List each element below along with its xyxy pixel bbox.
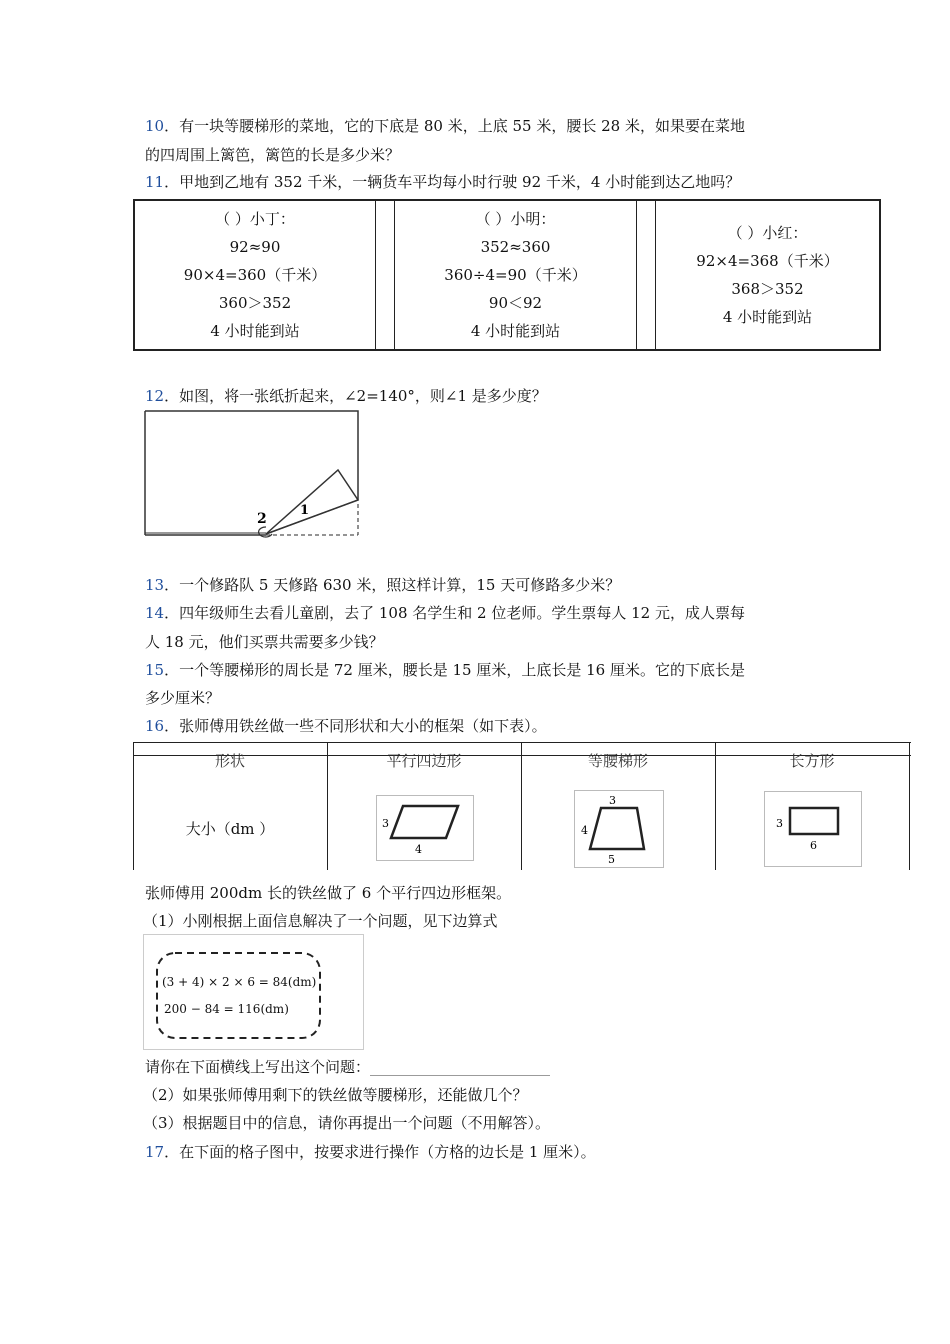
table-rule — [133, 742, 911, 743]
q11-option-xiaohong — [656, 219, 879, 349]
q12-number: 12 — [145, 387, 165, 405]
row-size-label: 大小（dm ） — [185, 820, 275, 838]
formula-line2: 200 − 84 = 116(dm) — [164, 1002, 289, 1016]
header-rectangle: 长方形 — [789, 752, 835, 770]
q14-line1 — [145, 603, 745, 623]
q17-number: 17 — [145, 1143, 165, 1161]
angle-2-label: 2 — [257, 511, 267, 527]
q16-shape-table — [133, 742, 911, 870]
q13-number: 13 — [145, 576, 165, 594]
q17-text: ．在下面的格子图中，按要求进行操作（方格的边长是 1 厘米）。 — [164, 1143, 596, 1161]
q10-line2: 的四周围上篱笆，篱笆的长是多少米？ — [145, 146, 401, 164]
q16-sub3: （3）根据题目中的信息，请你再提出一个问题（不用解答）。 — [143, 1114, 551, 1132]
header-shape: 形状 — [214, 752, 245, 770]
q11-text: ．甲地到乙地有 352 千米，一辆货车平均每小时行驶 92 千米，4 小时能到达乙地吗？ — [164, 173, 741, 191]
q14-line2: 人 18 元，他们买票共需要多少钱？ — [145, 633, 384, 651]
angle-1-label: 1 — [300, 503, 310, 518]
q11-option-step: 90＜92 — [488, 294, 543, 312]
q11-option-step: 92×4=368（千米） — [696, 252, 839, 270]
trap-top-label: 3 — [609, 794, 616, 807]
q11-option-label: （ ）小丁： — [215, 210, 295, 228]
q11-number: 11 — [145, 173, 165, 191]
answer-blank[interactable]: ________________________ — [370, 1058, 551, 1076]
para-base-label: 4 — [415, 843, 422, 856]
trapezoid-figure — [574, 790, 664, 868]
q11-divider — [375, 201, 376, 349]
q15-line1 — [145, 660, 745, 680]
header-parallelogram: 平行四边形 — [386, 752, 462, 770]
q11-option-conclusion: 4 小时能到站 — [470, 322, 561, 340]
q11-option-xiaoming — [395, 205, 636, 349]
q16-after-text: 张师傅用 200dm 长的铁丝做了 6 个平行四边形框架。 — [145, 884, 512, 902]
q15-number: 15 — [145, 661, 165, 679]
dashed-frame — [144, 935, 363, 1049]
trap-leg-label: 4 — [581, 824, 588, 837]
q16-text: ．张师傅用铁丝做一些不同形状和大小的框架（如下表）。 — [164, 717, 547, 735]
q16-ask-line — [145, 1057, 550, 1077]
q11-option-label: （ ）小红： — [727, 224, 808, 242]
q10-text: ．有一块等腰梯形的菜地，它的下底是 80 米，上底 55 米，腰长 28 米，如果要在菜地 — [164, 117, 745, 135]
q12-line — [145, 386, 547, 406]
header-trapezoid: 等腰梯形 — [587, 752, 648, 770]
q12-folded-paper-figure — [140, 408, 364, 540]
q11-option-step: 360÷4=90（千米） — [444, 266, 587, 284]
q14-number: 14 — [145, 604, 165, 622]
rect-base-label: 6 — [810, 839, 817, 852]
q13-line — [145, 575, 620, 595]
q11-line — [145, 172, 740, 192]
q11-option-step: 360＞352 — [218, 294, 292, 312]
q16-ask-text: 请你在下面横线上写出这个问题： — [145, 1058, 371, 1076]
q17-line — [145, 1142, 596, 1162]
q16-formula-figure — [143, 934, 364, 1050]
q13-text: ．一个修路队 5 天修路 630 米，照这样计算，15 天可修路多少米？ — [164, 576, 621, 594]
q16-number: 16 — [145, 717, 165, 735]
q11-option-step: 352≈360 — [480, 238, 551, 256]
q11-option-xiaoding — [135, 205, 375, 349]
q16-line — [145, 716, 547, 736]
trap-bottom-label: 5 — [608, 853, 615, 866]
q11-option-step: 368＞352 — [731, 280, 804, 298]
rect-side-label: 3 — [776, 817, 783, 830]
q11-option-step: 90×4=360（千米） — [183, 266, 327, 284]
q11-option-conclusion: 4 小时能到站 — [722, 308, 813, 326]
parallelogram-figure — [376, 795, 474, 861]
rectangle-figure — [764, 791, 862, 867]
q16-sub2: （2）如果张师傅用剩下的铁丝做等腰梯形，还能做几个？ — [143, 1086, 528, 1104]
q15-line2: 多少厘米？ — [145, 689, 221, 707]
q11-answer-table — [133, 199, 881, 351]
q12-text: ．如图，将一张纸折起来，∠2=140°，则∠1 是多少度？ — [164, 387, 547, 405]
table-rule — [909, 742, 910, 870]
para-side-label: 3 — [382, 817, 389, 830]
q11-divider — [636, 201, 637, 349]
q14-text: ．四年级师生去看儿童剧，去了 108 名学生和 2 位老师。学生票每人 12 元，成人票每 — [164, 604, 745, 622]
q16-sub1: （1）小刚根据上面信息解决了一个问题，见下边算式 — [143, 912, 498, 930]
q11-option-label: （ ）小明： — [475, 210, 556, 228]
q10-line1 — [145, 116, 745, 136]
q10-number: 10 — [145, 117, 165, 135]
q15-text: ．一个等腰梯形的周长是 72 厘米，腰长是 15 厘米，上底长是 16 厘米。它的下底长是 — [164, 661, 745, 679]
q11-option-conclusion: 4 小时能到站 — [210, 322, 300, 340]
q11-option-step: 92≈90 — [229, 238, 281, 256]
formula-line1: (3 + 4) × 2 × 6 = 84(dm) — [162, 975, 317, 989]
